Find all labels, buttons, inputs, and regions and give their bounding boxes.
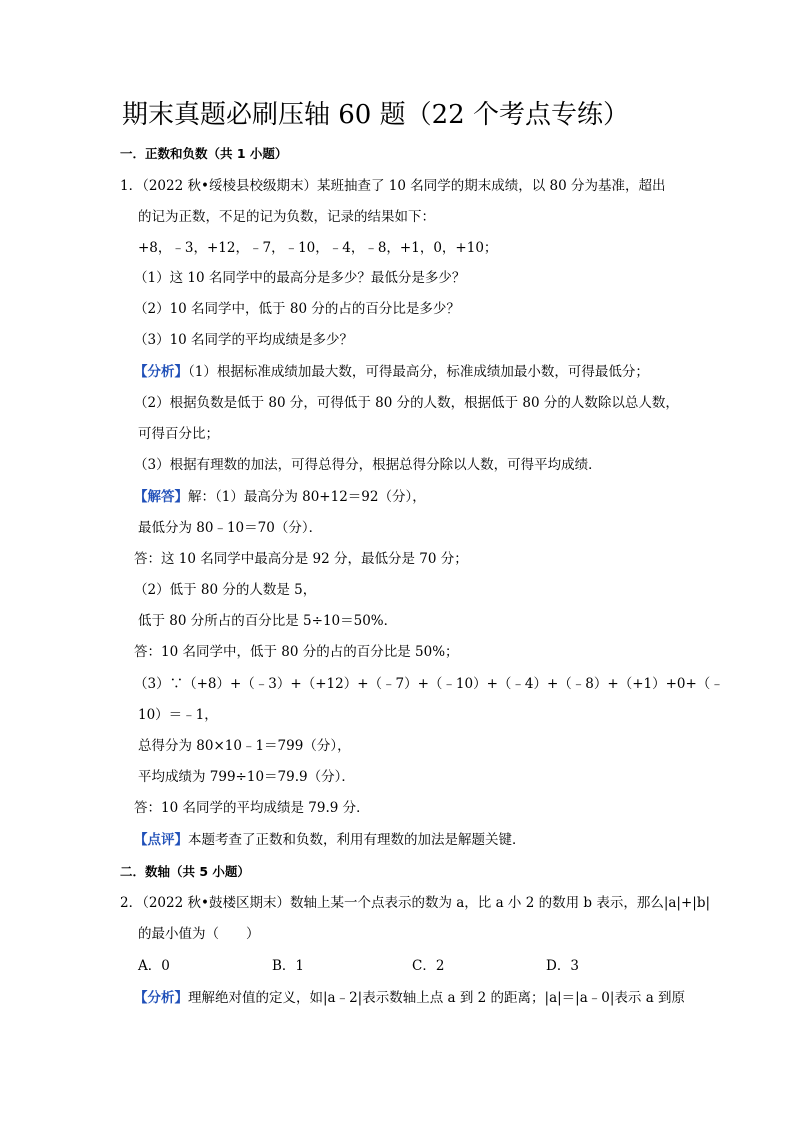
q2-analysis-line-1: [134, 988, 685, 1008]
q1-answer-line-7: （3）∵（+8）+（﹣3）+（+12）+（﹣7）+（﹣10）+（﹣4）+（﹣8）+（+1）+0+（﹣: [134, 676, 724, 692]
q2-option-b: B．1: [272, 958, 305, 974]
q1-answer-line-8: 10）＝﹣1，: [138, 707, 218, 723]
q1-answer-text-1: 解：（1）最高分为 80+12＝92（分），: [188, 489, 426, 505]
q1-stem-line-2: 的记为正数，不足的记为负数，记录的结果如下：: [138, 209, 435, 225]
page-title: 期末真题必刷压轴 60 题（22 个考点专练）: [122, 100, 629, 130]
q1-analysis-text-1: （1）根据标准成绩加最大数，可得最高分，标准成绩加最小数，可得最低分；: [188, 364, 649, 380]
q1-answer-line-6: 答：10 名同学中，低于 80 分的占的百分比是 50%；: [134, 644, 459, 660]
q1-answer-line-3: 答：这 10 名同学中最高分是 92 分，最低分是 70 分；: [134, 551, 468, 567]
q1-analysis-line-2: （2）根据负数是低于 80 分，可得低于 80 分的人数，根据低于 80 分的人数除以总人数，: [134, 395, 679, 411]
q1-subquestion-1: （1）这 10 名同学中的最高分是多少？最低分是多少？: [134, 270, 466, 286]
q1-analysis-line-3: 可得百分比；: [138, 426, 219, 442]
q1-answer-line-9: 总得分为 80×10﹣1＝799（分），: [138, 738, 351, 754]
q1-analysis-line-1: [134, 362, 649, 382]
analysis-tag: 【分析】: [134, 990, 188, 1006]
comment-tag: 【点评】: [134, 832, 188, 848]
q1-answer-line-4: （2）低于 80 分的人数是 5，: [134, 582, 317, 598]
answer-tag: 【解答】: [134, 489, 188, 505]
q1-comment-line: [134, 830, 526, 850]
q1-subquestion-3: （3）10 名同学的平均成绩是多少？: [134, 332, 354, 348]
q1-answer-line-1: [134, 487, 426, 507]
q2-option-a: A．0: [138, 958, 170, 974]
q1-answer-line-10: 平均成绩为 799÷10＝79.9（分）．: [138, 769, 355, 785]
q1-answer-line-2: 最低分为 80﹣10＝70（分）．: [138, 520, 323, 536]
section-heading-2: 二．数轴（共 5 小题）: [120, 864, 250, 879]
q2-analysis-text-1: 理解绝对值的定义，如|a﹣2|表示数轴上点 a 到 2 的距离；|a|＝|a﹣0|表示 a 到原: [188, 990, 686, 1006]
q2-option-c: C．2: [412, 958, 445, 974]
q1-stem-line-1: 1．（2022 秋•绥棱县校级期末）某班抽查了 10 名同学的期末成绩，以 80 分为基准，超出: [120, 178, 666, 194]
q1-answer-line-5: 低于 80 分所占的百分比是 5÷10＝50%．: [138, 613, 398, 629]
q1-comment-text: 本题考查了正数和负数，利用有理数的加法是解题关键．: [188, 832, 526, 848]
q2-stem-line-1: 2．（2022 秋•鼓楼区期末）数轴上某一个点表示的数为 a，比 a 小 2 的数用 b 表示，那么|a|+|b|: [120, 895, 711, 911]
q1-data: +8，﹣3，+12，﹣7，﹣10，﹣4，﹣8，+1，0，+10；: [138, 240, 498, 256]
q2-stem-line-2: 的最小值为（ ）: [138, 926, 260, 942]
q1-analysis-line-4: （3）根据有理数的加法，可得总得分，根据总得分除以人数，可得平均成绩．: [134, 457, 602, 473]
q1-subquestion-2: （2）10 名同学中，低于 80 分的占的百分比是多少？: [134, 301, 460, 317]
analysis-tag: 【分析】: [134, 364, 188, 380]
q1-answer-line-11: 答：10 名同学的平均成绩是 79.9 分．: [134, 800, 370, 816]
q2-option-d: D．3: [546, 958, 579, 974]
section-heading-1: 一．正数和负数（共 1 小题）: [120, 146, 288, 161]
